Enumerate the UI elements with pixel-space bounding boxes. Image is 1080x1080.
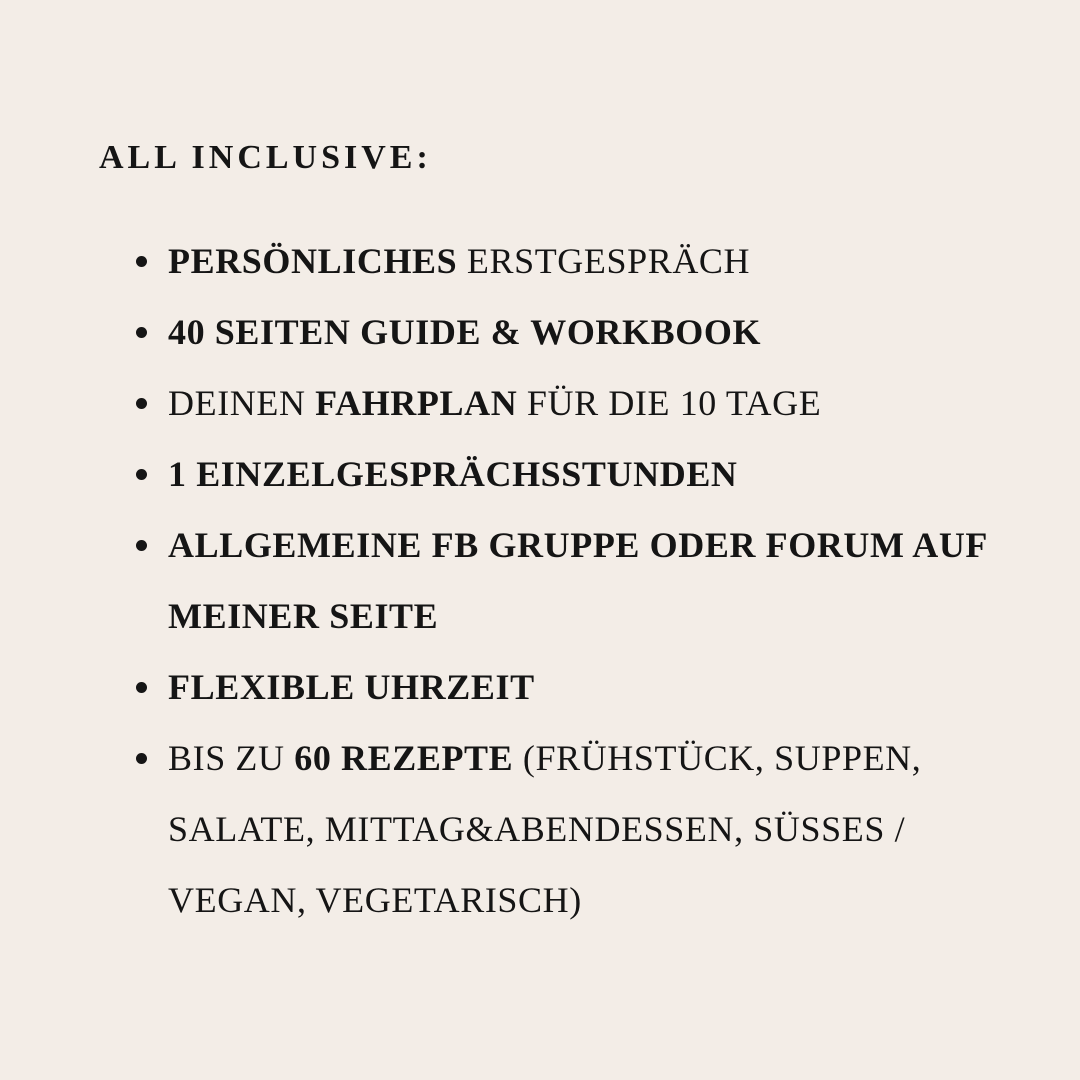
item-text-bold-line-2: MEINER SEITE <box>168 596 439 636</box>
bullet-dot-icon <box>136 469 147 480</box>
item-text-regular: DEINEN <box>168 383 316 423</box>
list-item-personal-consultation <box>168 226 1048 297</box>
item-text-bold: PERSÖNLICHES <box>168 241 458 281</box>
item-text-bold: FAHRPLAN <box>315 383 518 423</box>
bullet-dot-icon <box>136 256 147 267</box>
list-item-flexible-time <box>168 652 1048 723</box>
bullet-dot-icon <box>136 682 147 693</box>
bullet-dot-icon <box>136 753 147 764</box>
bullet-dot-icon <box>136 398 147 409</box>
item-text-bold-line-1: ALLGEMEINE FB GRUPPE ODER FORUM AUF <box>168 525 989 565</box>
item-text-bold: 1 EINZELGESPRÄCHSSTUNDEN <box>168 454 738 494</box>
item-text-regular: ERSTGESPRÄCH <box>457 241 751 281</box>
item-text-bold: FLEXIBLE UHRZEIT <box>168 667 535 707</box>
item-text-regular: FÜR DIE 10 TAGE <box>517 383 822 423</box>
list-item-recipes <box>168 723 1048 936</box>
item-text-regular-line-1: (FRÜHSTÜCK, SUPPEN, <box>513 738 922 778</box>
item-text-regular-line-3: VEGAN, VEGETARISCH) <box>168 880 582 920</box>
section-title: ALL INCLUSIVE: <box>99 139 432 176</box>
item-text-regular: BIS ZU <box>168 738 295 778</box>
list-item-guide-workbook <box>168 297 1048 368</box>
list-item-group-forum <box>168 510 1048 652</box>
list-item-roadmap <box>168 368 1048 439</box>
list-item-individual-sessions <box>168 439 1048 510</box>
item-text-bold: 40 SEITEN GUIDE & WORKBOOK <box>168 312 762 352</box>
item-text-bold: 60 REZEPTE <box>294 738 514 778</box>
item-text-regular-line-2: SALATE, MITTAG&ABENDESSEN, SÜSSES / <box>168 809 906 849</box>
bullet-dot-icon <box>136 540 147 551</box>
bullet-dot-icon <box>136 327 147 338</box>
inclusions-list <box>168 226 1048 936</box>
